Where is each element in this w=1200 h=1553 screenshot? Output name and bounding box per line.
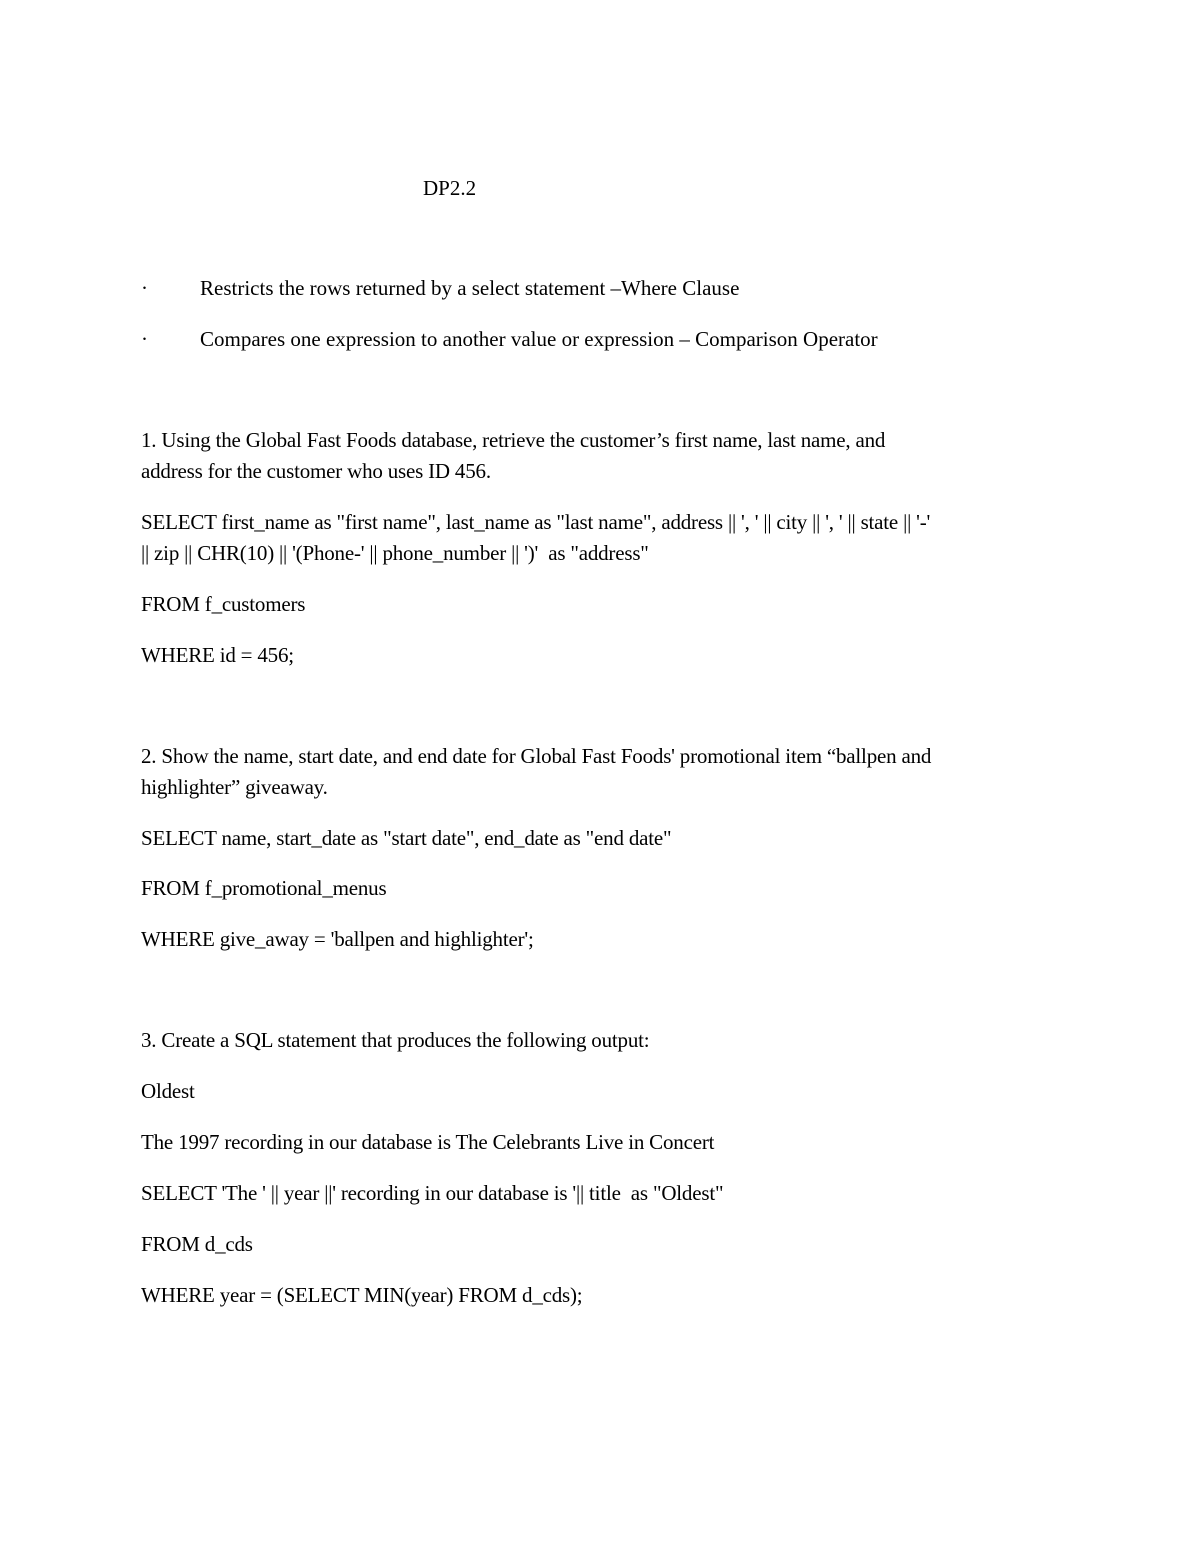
- output-row: The 1997 recording in our database is The Celebrants Live in Concert: [141, 1130, 715, 1154]
- page-title: DP2.2: [423, 176, 477, 200]
- sql-line: WHERE year = (SELECT MIN(year) FROM d_cds);: [141, 1283, 583, 1307]
- bullet-text: Compares one expression to another value or expression – Comparison Operator: [200, 327, 878, 351]
- question-1-prompt-cont: address for the customer who uses ID 456.: [141, 459, 491, 483]
- sql-line: || zip || CHR(10) || '(Phone-' || phone_number || ')' as "address": [141, 541, 649, 565]
- sql-line: SELECT first_name as "first name", last_name as "last name", address || ', ' || city || ', ' || state || '-': [141, 510, 931, 534]
- output-header: Oldest: [141, 1079, 195, 1103]
- bullet-marker: ·: [141, 276, 148, 300]
- sql-line: FROM d_cds: [141, 1232, 253, 1256]
- bullet-text: Restricts the rows returned by a select statement –Where Clause: [200, 276, 740, 300]
- question-3-prompt: 3. Create a SQL statement that produces the following output:: [141, 1028, 650, 1052]
- question-1-prompt: 1. Using the Global Fast Foods database, retrieve the customer’s first name, last name, and: [141, 428, 886, 452]
- sql-line: FROM f_customers: [141, 592, 306, 616]
- bullet-marker: ·: [141, 327, 148, 351]
- question-2-prompt-cont: highlighter” giveaway.: [141, 775, 328, 799]
- question-2-prompt: 2. Show the name, start date, and end date for Global Fast Foods' promotional item “ballpen and: [141, 744, 932, 768]
- sql-line: WHERE give_away = 'ballpen and highlighter';: [141, 927, 534, 951]
- sql-line: SELECT 'The ' || year ||' recording in our database is '|| title as "Oldest": [141, 1181, 724, 1205]
- sql-line: FROM f_promotional_menus: [141, 876, 387, 900]
- sql-line: WHERE id = 456;: [141, 643, 294, 667]
- sql-line: SELECT name, start_date as "start date", end_date as "end date": [141, 826, 672, 850]
